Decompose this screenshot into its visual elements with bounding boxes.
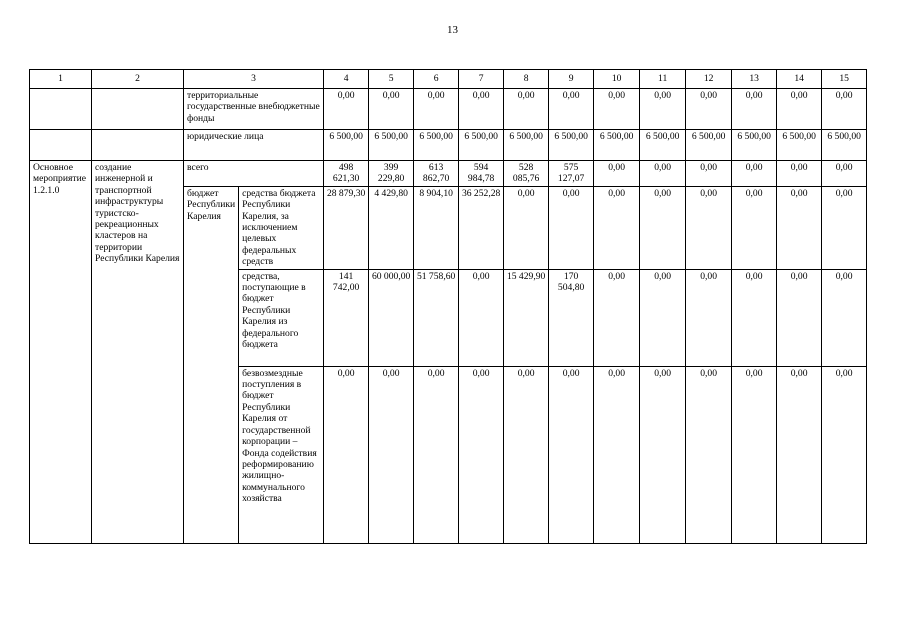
column-number: 9 xyxy=(549,70,594,89)
value-cell: 51 758,60 xyxy=(414,269,459,366)
source-label: средства, поступающие в бюджет Республики Карелия из федерального бюджета xyxy=(239,269,324,366)
value-cell: 0,00 xyxy=(549,89,594,130)
value-cell: 0,00 xyxy=(822,89,867,130)
header-row xyxy=(30,70,867,89)
source-label: всего xyxy=(184,161,324,187)
budget-table xyxy=(29,69,867,544)
value-cell: 0,00 xyxy=(459,269,504,366)
value-cell: 0,00 xyxy=(686,366,732,543)
value-cell: 6 500,00 xyxy=(549,130,594,161)
value-cell: 0,00 xyxy=(777,269,822,366)
column-number: 6 xyxy=(414,70,459,89)
value-cell: 0,00 xyxy=(822,186,867,269)
value-cell: 6 500,00 xyxy=(594,130,640,161)
value-cell: 0,00 xyxy=(549,186,594,269)
value-cell: 399 229,80 xyxy=(369,161,414,187)
value-cell: 0,00 xyxy=(414,366,459,543)
value-cell: 0,00 xyxy=(324,366,369,543)
value-cell: 0,00 xyxy=(686,89,732,130)
value-cell: 0,00 xyxy=(732,186,777,269)
value-cell: 170 504,80 xyxy=(549,269,594,366)
empty-cell xyxy=(30,130,92,161)
value-cell: 0,00 xyxy=(594,186,640,269)
value-cell: 0,00 xyxy=(594,89,640,130)
value-cell: 0,00 xyxy=(504,89,549,130)
value-cell: 4 429,80 xyxy=(369,186,414,269)
value-cell: 0,00 xyxy=(369,89,414,130)
value-cell: 6 500,00 xyxy=(822,130,867,161)
budget-label: бюджет Республики Карелия xyxy=(184,186,239,543)
value-cell: 0,00 xyxy=(777,161,822,187)
value-cell: 36 252,28 xyxy=(459,186,504,269)
value-cell: 0,00 xyxy=(732,161,777,187)
value-cell: 0,00 xyxy=(686,186,732,269)
value-cell: 0,00 xyxy=(594,161,640,187)
column-number: 3 xyxy=(184,70,324,89)
column-number: 1 xyxy=(30,70,92,89)
value-cell: 6 500,00 xyxy=(686,130,732,161)
value-cell: 15 429,90 xyxy=(504,269,549,366)
value-cell: 0,00 xyxy=(777,366,822,543)
value-cell: 0,00 xyxy=(822,366,867,543)
source-label: безвозмездные поступления в бюджет Республики Карелия от государственной корпорации – Фонда содействия реформированию жилищно-коммунального хозяйства xyxy=(239,366,324,543)
value-cell: 575 127,07 xyxy=(549,161,594,187)
table-row xyxy=(30,130,867,161)
source-label: территориальные государственные внебюджетные фонды xyxy=(184,89,324,130)
column-number: 5 xyxy=(369,70,414,89)
value-cell: 8 904,10 xyxy=(414,186,459,269)
value-cell: 498 621,30 xyxy=(324,161,369,187)
value-cell: 0,00 xyxy=(686,269,732,366)
value-cell: 0,00 xyxy=(504,186,549,269)
column-number: 8 xyxy=(504,70,549,89)
source-label: юридические лица xyxy=(184,130,324,161)
column-number: 15 xyxy=(822,70,867,89)
value-cell: 0,00 xyxy=(640,269,686,366)
empty-cell xyxy=(92,130,184,161)
value-cell: 0,00 xyxy=(324,89,369,130)
value-cell: 6 500,00 xyxy=(459,130,504,161)
value-cell: 6 500,00 xyxy=(640,130,686,161)
empty-cell xyxy=(92,89,184,130)
column-number: 7 xyxy=(459,70,504,89)
column-number: 13 xyxy=(732,70,777,89)
value-cell: 28 879,30 xyxy=(324,186,369,269)
table-row xyxy=(30,89,867,130)
column-number: 12 xyxy=(686,70,732,89)
value-cell: 6 500,00 xyxy=(777,130,822,161)
column-number: 2 xyxy=(92,70,184,89)
table-row xyxy=(30,161,867,187)
value-cell: 0,00 xyxy=(459,89,504,130)
value-cell: 0,00 xyxy=(640,89,686,130)
value-cell: 0,00 xyxy=(777,89,822,130)
value-cell: 0,00 xyxy=(640,186,686,269)
value-cell: 594 984,78 xyxy=(459,161,504,187)
value-cell: 528 085,76 xyxy=(504,161,549,187)
value-cell: 0,00 xyxy=(732,269,777,366)
column-number: 4 xyxy=(324,70,369,89)
value-cell: 6 500,00 xyxy=(369,130,414,161)
value-cell: 0,00 xyxy=(414,89,459,130)
value-cell: 0,00 xyxy=(369,366,414,543)
value-cell: 6 500,00 xyxy=(414,130,459,161)
measure-name: Основное мероприятие 1.2.1.0 xyxy=(30,161,92,544)
measure-description: создание инженерной и транспортной инфраструктуры туристско-рекреационных кластеров на территории Республики Карелия xyxy=(92,161,184,544)
value-cell: 141 742,00 xyxy=(324,269,369,366)
value-cell: 0,00 xyxy=(732,89,777,130)
column-number: 14 xyxy=(777,70,822,89)
column-number: 10 xyxy=(594,70,640,89)
value-cell: 60 000,00 xyxy=(369,269,414,366)
value-cell: 0,00 xyxy=(640,161,686,187)
value-cell: 6 500,00 xyxy=(504,130,549,161)
value-cell: 0,00 xyxy=(594,269,640,366)
value-cell: 0,00 xyxy=(504,366,549,543)
value-cell: 0,00 xyxy=(640,366,686,543)
value-cell: 0,00 xyxy=(459,366,504,543)
value-cell: 613 862,70 xyxy=(414,161,459,187)
value-cell: 0,00 xyxy=(822,161,867,187)
value-cell: 0,00 xyxy=(822,269,867,366)
value-cell: 6 500,00 xyxy=(324,130,369,161)
empty-cell xyxy=(30,89,92,130)
column-number: 11 xyxy=(640,70,686,89)
value-cell: 0,00 xyxy=(594,366,640,543)
value-cell: 0,00 xyxy=(549,366,594,543)
value-cell: 0,00 xyxy=(732,366,777,543)
page-number: 13 xyxy=(447,24,458,36)
value-cell: 0,00 xyxy=(777,186,822,269)
value-cell: 0,00 xyxy=(686,161,732,187)
value-cell: 6 500,00 xyxy=(732,130,777,161)
source-label: средства бюджета Республики Карелия, за исключением целевых федеральных средств xyxy=(239,186,324,269)
